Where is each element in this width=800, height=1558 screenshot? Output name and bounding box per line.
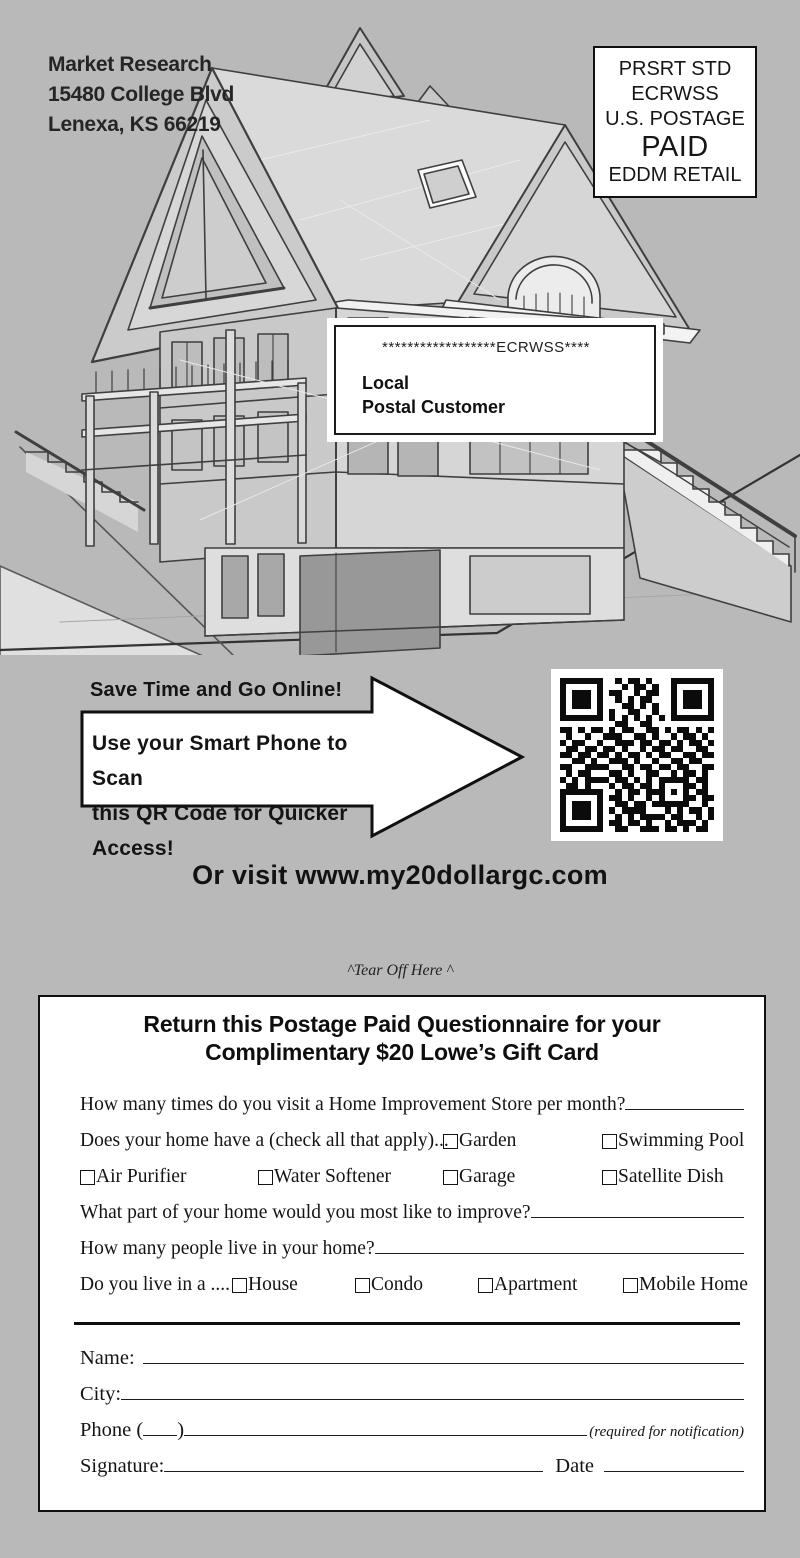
area-code-write-in-line[interactable] — [143, 1420, 177, 1436]
promo-heading: Save Time and Go Online! — [90, 679, 343, 701]
arrow-line2: this QR Code for Quicker Access! — [92, 802, 348, 860]
phone-paren-close: ) — [177, 1419, 185, 1441]
indicia-line: PRSRT STD — [618, 57, 732, 80]
checkbox-option-swimming-pool[interactable] — [602, 1130, 744, 1152]
recipient-address-box — [327, 318, 663, 442]
option-label: Air Purifier — [96, 1166, 187, 1187]
sender-city: Lenexa, KS 66219 — [48, 113, 221, 136]
arrow-call-to-action — [92, 726, 392, 866]
question-people-label: How many people live in your home? — [80, 1238, 375, 1259]
checkbox-option-mobile-home[interactable] — [623, 1274, 748, 1296]
checkbox-option-water-softener[interactable] — [258, 1166, 391, 1188]
checkbox-option-garage[interactable] — [443, 1166, 515, 1188]
checkbox[interactable] — [623, 1278, 638, 1293]
indicia-line: EDDM RETAIL — [608, 163, 742, 186]
sender-street: 15480 College Blvd — [48, 83, 235, 106]
question-dwelling-row — [80, 1274, 748, 1304]
section-divider — [74, 1322, 740, 1325]
home-features-label: Does your home have a (check all that apply)... — [80, 1130, 449, 1151]
questionnaire-title-line1: Return this Postage Paid Questionnaire for your — [143, 1011, 661, 1037]
question-visits-row — [80, 1094, 744, 1124]
checkbox[interactable] — [80, 1170, 95, 1185]
qr-code — [551, 669, 723, 841]
question-home-features-row — [80, 1130, 744, 1160]
option-label: House — [248, 1274, 298, 1295]
indicia-line: ECRWSS — [631, 82, 719, 105]
checkbox-option-garden[interactable] — [443, 1130, 516, 1152]
name-row — [80, 1347, 744, 1379]
improve-write-in-line[interactable] — [531, 1202, 744, 1218]
checkbox[interactable] — [355, 1278, 370, 1293]
option-label: Mobile Home — [639, 1274, 748, 1295]
visits-write-in-line[interactable] — [625, 1094, 744, 1110]
phone-row — [80, 1419, 744, 1451]
city-label: City: — [80, 1383, 122, 1405]
checkbox-option-house[interactable] — [232, 1274, 298, 1296]
signature-write-in-line[interactable] — [164, 1456, 543, 1472]
question-improve-row — [80, 1202, 744, 1232]
checkbox[interactable] — [258, 1170, 273, 1185]
questionnaire-title-line2: Complimentary $20 Lowe’s Gift Card — [205, 1039, 599, 1065]
checkbox-option-satellite-dish[interactable] — [602, 1166, 724, 1188]
recipient-line1: Local — [362, 373, 410, 393]
option-label: Satellite Dish — [618, 1166, 724, 1187]
city-write-in-line[interactable] — [121, 1384, 744, 1400]
postage-indicia-box — [593, 46, 757, 198]
signature-label: Signature: — [80, 1455, 165, 1477]
name-write-in-line[interactable] — [143, 1348, 744, 1364]
indicia-line: U.S. POSTAGE — [605, 107, 745, 130]
phone-write-in-line[interactable] — [184, 1420, 587, 1436]
checkbox[interactable] — [443, 1134, 458, 1149]
home-features-row2 — [80, 1166, 744, 1196]
date-write-in-line[interactable] — [604, 1456, 744, 1472]
checkbox[interactable] — [602, 1134, 617, 1149]
promo-url: Or visit www.my20dollargc.com — [192, 860, 608, 890]
questionnaire-card — [38, 995, 766, 1512]
option-label: Garden — [459, 1130, 517, 1151]
recipient-address-inner — [334, 325, 656, 435]
checkbox[interactable] — [478, 1278, 493, 1293]
option-label: Garage — [459, 1166, 516, 1187]
phone-label: Phone ( — [80, 1419, 144, 1441]
sender-address — [48, 50, 234, 140]
phone-required-note: (required for notification) — [589, 1424, 744, 1440]
checkbox[interactable] — [602, 1170, 617, 1185]
tear-off-label: ^Tear Off Here ^ — [346, 962, 454, 979]
option-label: Apartment — [494, 1274, 578, 1295]
question-visits-label: How many times do you visit a Home Improvement Store per month? — [80, 1094, 626, 1115]
sender-name: Market Research — [48, 53, 212, 76]
checkbox-option-air-purifier[interactable] — [80, 1166, 186, 1188]
option-label: Swimming Pool — [618, 1130, 745, 1151]
checkbox[interactable] — [232, 1278, 247, 1293]
option-label: Condo — [371, 1274, 424, 1295]
checkbox[interactable] — [443, 1170, 458, 1185]
question-improve-label: What part of your home would you most like to improve? — [80, 1202, 531, 1223]
option-label: Water Softener — [274, 1166, 391, 1187]
arrow-line1: Use your Smart Phone to Scan — [92, 732, 348, 790]
checkbox-option-apartment[interactable] — [478, 1274, 577, 1296]
people-write-in-line[interactable] — [375, 1238, 744, 1254]
date-label: Date — [555, 1455, 594, 1477]
recipient-lines — [362, 371, 505, 419]
indicia-paid: PAID — [641, 130, 709, 163]
name-label: Name: — [80, 1347, 135, 1369]
signature-row — [80, 1455, 744, 1487]
ecrwss-star-line: ******************ECRWSS**** — [382, 339, 590, 356]
recipient-line2: Postal Customer — [362, 397, 506, 417]
checkbox-option-condo[interactable] — [355, 1274, 423, 1296]
dwelling-label: Do you live in a .... — [80, 1274, 231, 1295]
city-row — [80, 1383, 744, 1415]
qr-code-modules — [560, 678, 714, 832]
question-people-row — [80, 1238, 744, 1268]
